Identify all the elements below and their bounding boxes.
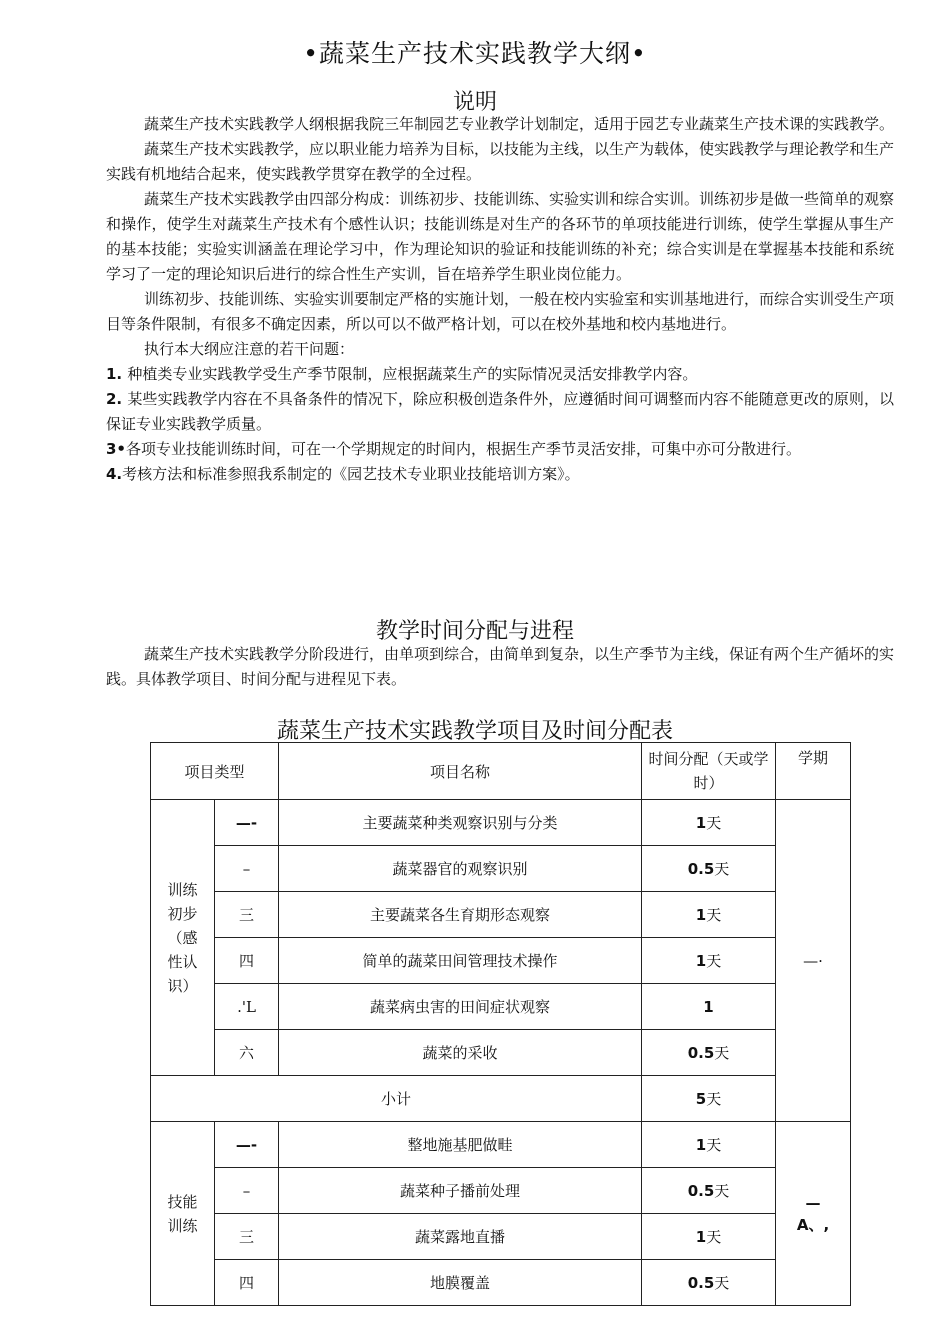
table-row: 六 蔬菜的采收 0.5天 xyxy=(151,1030,851,1076)
table-row: 四 地膜覆盖 0.5天 xyxy=(151,1260,851,1306)
item-number: 3• xyxy=(106,440,127,458)
schedule-body xyxy=(106,642,894,692)
term-cell: — A、, xyxy=(776,1122,851,1306)
table-row: – 蔬菜器官的观察识别 0.5天 xyxy=(151,846,851,892)
header-type: 项目类型 xyxy=(151,743,279,800)
term-cell: —· xyxy=(776,800,851,1122)
header-name: 项目名称 xyxy=(279,743,642,800)
numbered-item: 1. 种植类专业实践教学受生产季节限制，应根据蔬菜生产的实际情况灵活安排教学内容。 xyxy=(106,365,698,383)
paragraph: 蔬菜生产技术实践教学由四部分构成：训练初步、技能训练、实验实训和综合实训。训练初步是做一些简单的观察和操作，使学生对蔬菜生产技术有个感性认识；技能训练是对生产的各环节的单项技能进行训练，使学生掌握从事生产的基本技能；实验实训涵盖在理论学习中，作为理论知识的验证和技能训练的补充；综合实训是在掌握基本技能和系统学习了一定的理论知识后进行的综合性生产实训，旨在培养学生职业岗位能力。 xyxy=(106,190,895,283)
table-row: 训练初步（感性认识） —- 主要蔬菜种类观察识别与分类 1天 —· xyxy=(151,800,851,846)
subtotal-label: 小计 xyxy=(151,1076,642,1122)
group-label: 技能训练 xyxy=(151,1122,215,1306)
header-time: 时间分配（天或学时） xyxy=(642,743,776,800)
paragraph: 执行本大纲应注意的若干问题： xyxy=(144,340,355,358)
numbered-item: 2. 某些实践教学内容在不具备条件的情况下，除应积极创造条件外，应遵循时间可调整而内容不能随意更改的原则，以保证专业实践教学质量。 xyxy=(106,390,894,433)
item-number: 2. xyxy=(106,390,128,408)
numbered-item: 3•各项专业技能训练时间，可在一个学期规定的时间内，根据生产季节灵活安排，可集中亦可分散进行。 xyxy=(106,440,802,458)
paragraph: 训练初步、技能训练、实验实训要制定严格的实施计划，一般在校内实验室和实训基地进行，而综合实训受生产项目等条件限制，有很多不确定因素，所以可以不做严格计划，可以在校外基地和校内基地进行。 xyxy=(106,290,895,333)
document-title: •蔬菜生产技术实践教学大纲• xyxy=(303,39,647,68)
table-row: 技能训练 —- 整地施基肥做畦 1天 — A、, xyxy=(151,1122,851,1168)
item-number: 4. xyxy=(106,465,123,483)
group-label: 训练初步（感性认识） xyxy=(151,800,215,1076)
table-row: 四 简单的蔬菜田间管理技术操作 1天 xyxy=(151,938,851,984)
paragraph: 蔬菜生产技术实践教学人纲根据我院三年制园艺专业教学计划制定，适用于园艺专业蔬菜生产技术课的实践教学。 xyxy=(144,115,895,133)
table-row: – 蔬菜种子播前处理 0.5天 xyxy=(151,1168,851,1214)
table-row: .'L 蔬菜病虫害的田间症状观察 1 xyxy=(151,984,851,1030)
item-number: 1. xyxy=(106,365,128,383)
numbered-item: 4.考核方法和标准参照我系制定的《园艺技术专业职业技能培训方案》。 xyxy=(106,465,580,483)
table-row: 三 蔬菜露地直播 1天 xyxy=(151,1214,851,1260)
section-heading-schedule: 教学时间分配与进程 xyxy=(375,619,574,644)
paragraph: 蔬菜生产技术实践教学，应以职业能力培养为目标，以技能为主线，以生产为载体，使实践教学与理论教学和生产实践有机地结合起来，使实践教学贯穿在教学的全过程。 xyxy=(106,140,895,183)
paragraph: 蔬菜生产技术实践教学分阶段进行，由单项到综合，由简单到复杂，以生产季节为主线，保证有两个生产循坏的实践。具体教学项目、时间分配与进程见下表。 xyxy=(106,645,895,688)
schedule-table xyxy=(150,742,851,1306)
section-heading-explanation: 说明 xyxy=(452,90,497,115)
table-title: 蔬菜生产技术实践教学项目及时间分配表 xyxy=(276,719,673,744)
explanation-body xyxy=(106,112,894,487)
header-term: 学期 xyxy=(776,743,851,800)
table-row: 三 主要蔬菜各生育期形态观察 1天 xyxy=(151,892,851,938)
subtotal-row: 小计 5天 xyxy=(151,1076,851,1122)
table-header-row xyxy=(151,743,851,800)
